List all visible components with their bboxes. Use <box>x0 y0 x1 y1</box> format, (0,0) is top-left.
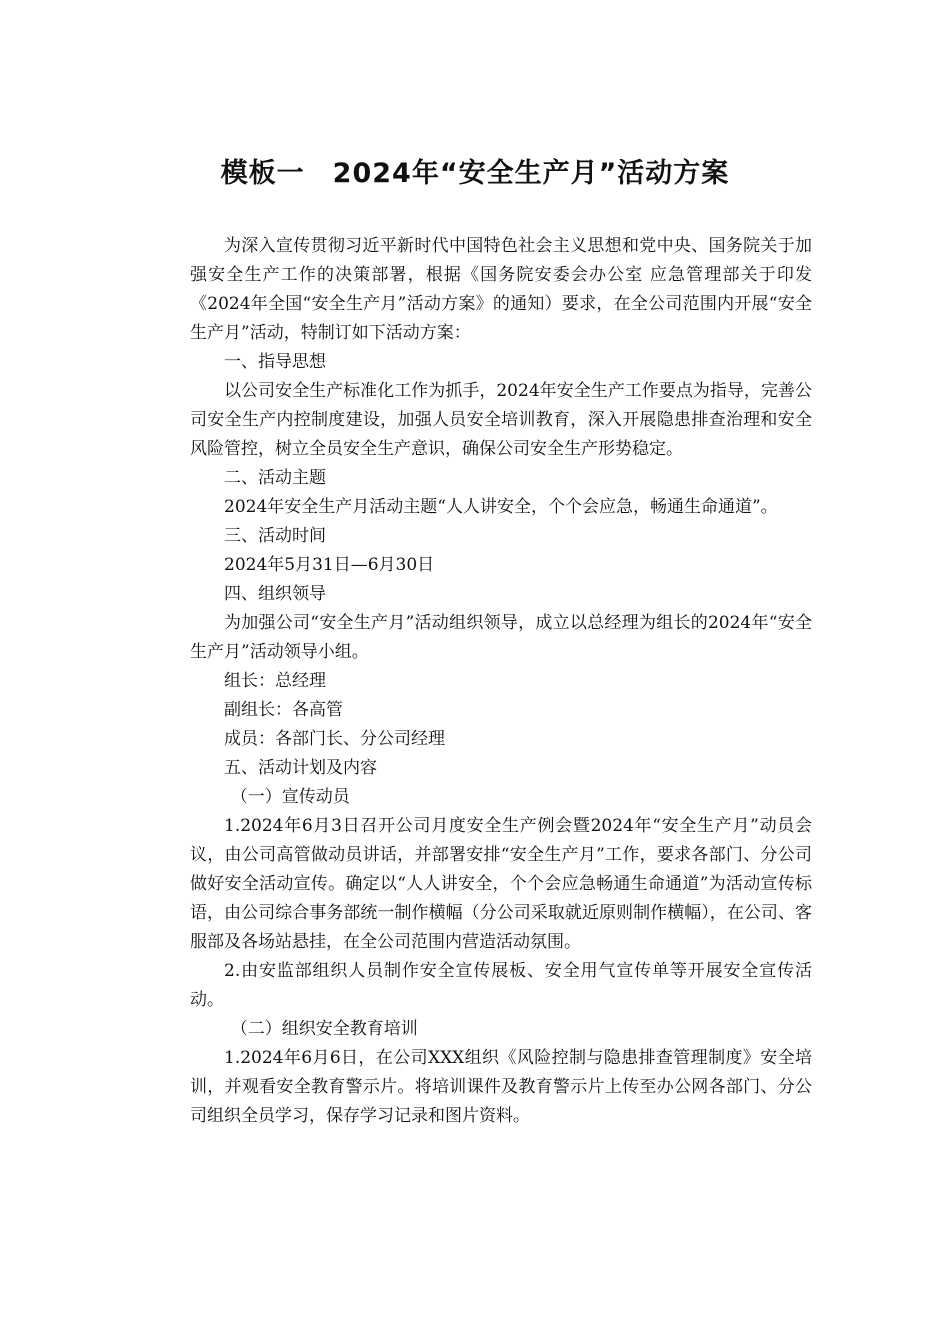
body-paragraph: 1.2024年6月6日，在公司XXX组织《风险控制与隐患排查管理制度》安全培训，并观看安全教育警示片。将培训课件及教育警示片上传至办公网各部门、分公司组织全员学习，保存学习记录和图片资料。 <box>190 1048 812 1126</box>
subsection-heading: （二）组织安全教育培训 <box>230 1019 418 1039</box>
document-title: 模板一 2024年“安全生产月”活动方案 <box>220 158 730 189</box>
section-heading: 三、活动时间 <box>224 526 326 546</box>
section-heading: 二、活动主题 <box>224 468 326 488</box>
body-paragraph: 2024年5月31日—6月30日 <box>224 555 435 575</box>
section-heading: 四、组织领导 <box>224 584 326 604</box>
intro-paragraph: 为深入宣传贯彻习近平新时代中国特色社会主义思想和党中央、国务院关于加强安全生产工作的决策部署，根据《国务院安委会办公室 应急管理部关于印发《2024年全国“安全生产月”活动方案》的通知）要求，在全公司范围内开展“安全生产月”活动，特制订如下活动方案： <box>190 236 812 343</box>
body-paragraph: 2024年安全生产月活动主题“人人讲安全，个个会应急，畅通生命通道”。 <box>224 497 778 517</box>
body-paragraph: 以公司安全生产标准化工作为抓手，2024年安全生产工作要点为指导，完善公司安全生产内控制度建设，加强人员安全培训教育，深入开展隐患排查治理和安全风险管控，树立全员安全生产意识，确保公司安全生产形势稳定。 <box>190 381 812 459</box>
body-paragraph: 成员：各部门长、分公司经理 <box>224 729 445 749</box>
body-paragraph: 2.由安监部组织人员制作安全宣传展板、安全用气宣传单等开展安全宣传活动。 <box>190 961 812 1010</box>
subsection-heading: （一）宣传动员 <box>230 787 350 807</box>
body-paragraph: 组长：总经理 <box>224 671 326 691</box>
body-paragraph: 1.2024年6月3日召开公司月度安全生产例会暨2024年“安全生产月”动员会议，由公司高管做动员讲话，并部署安排“安全生产月”工作，要求各部门、分公司做好安全活动宣传。确定以“人人讲安全，个个会应急畅通生命通道”为活动宣传标语，由公司综合事务部统一制作横幅（分公司采取就近原则制作横幅），在公司、客服部及各场站悬挂，在全公司范围内营造活动氛围。 <box>190 816 812 952</box>
section-heading: 五、活动计划及内容 <box>224 758 377 778</box>
section-heading: 一、指导思想 <box>224 352 326 372</box>
body-paragraph: 副组长：各高管 <box>224 700 343 720</box>
body-paragraph: 为加强公司“安全生产月”活动组织领导，成立以总经理为组长的2024年“安全生产月”活动领导小组。 <box>190 613 812 662</box>
document-body <box>190 232 812 1131</box>
